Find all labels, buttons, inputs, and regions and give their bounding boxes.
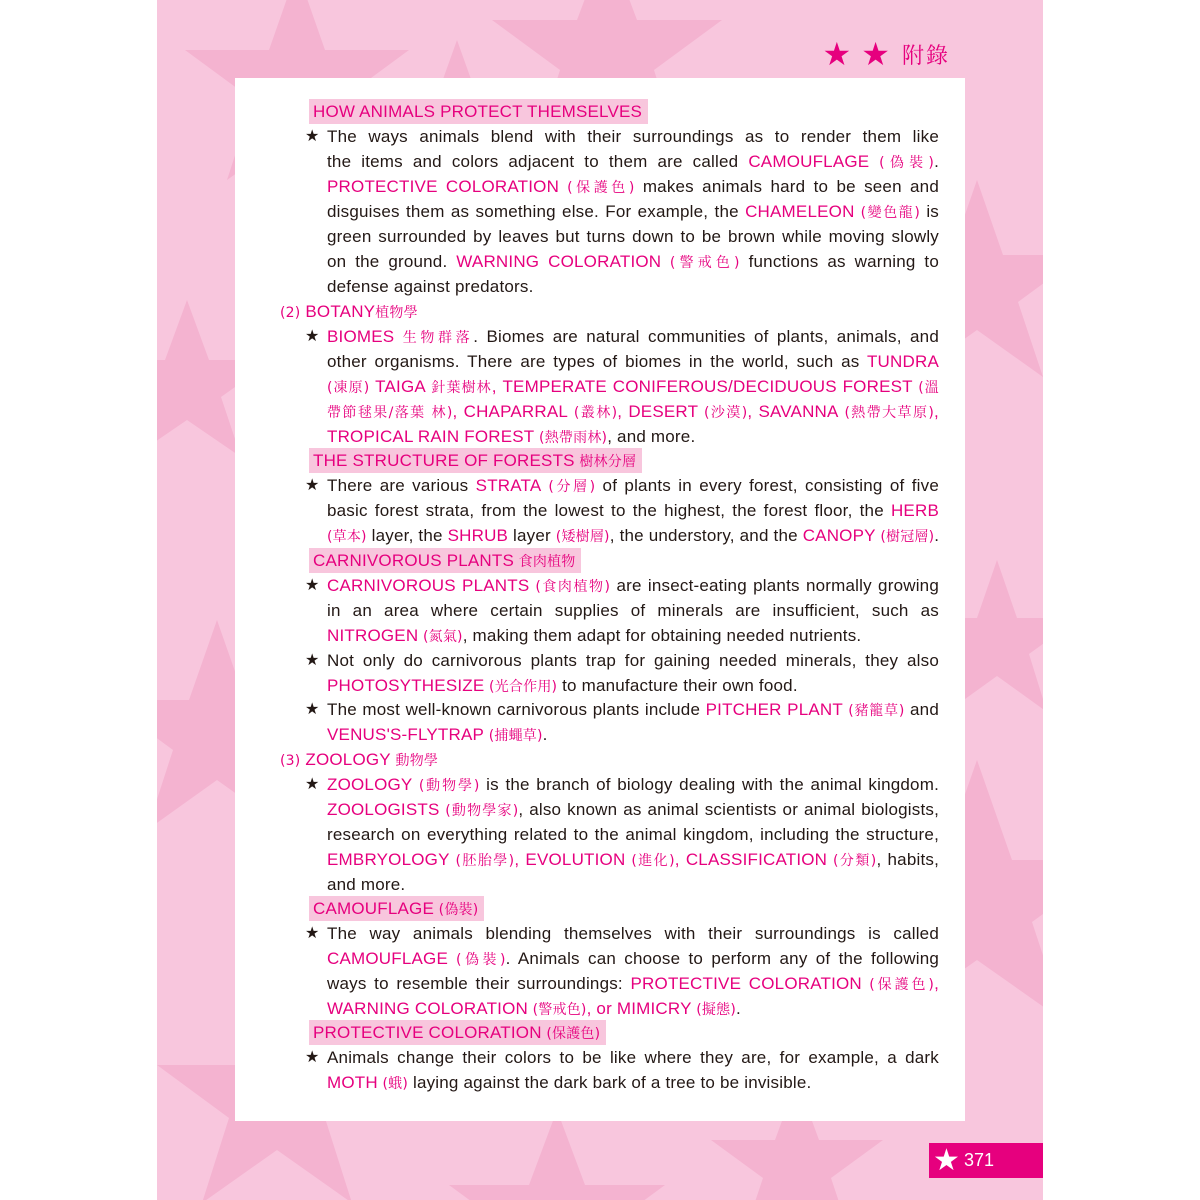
body-text-line: There are various STRATA (分層) of plants in every forest, consisting of five <box>327 476 940 495</box>
subheading-camouflage: CAMOUFLAGE (偽裝) <box>309 896 484 921</box>
body-text-line: (凍原) TAIGA 針葉樹林, TEMPERATE CONIFEROUS/DECIDUOUS FOREST (溫 <box>327 377 939 396</box>
subheading-carnivorous-plants: CARNIVOROUS PLANTS 食肉植物 <box>309 548 581 573</box>
bullet-star-icon: ★ <box>305 652 320 669</box>
bullet-star-icon: ★ <box>305 328 320 345</box>
body-text-line: CAMOUFLAGE (偽裝). Animals can choose to perform any of the following <box>327 949 940 968</box>
body-text-line: The most well-known carnivorous plants include PITCHER PLANT (豬籠草) and <box>327 700 939 719</box>
body-text-line: ZOOLOGY (動物學) is the branch of biology dealing with the animal kingdom. <box>327 775 939 794</box>
page-number-tab <box>929 1143 1043 1178</box>
body-text-line: TROPICAL RAIN FOREST (熱帶雨林), and more. <box>327 427 696 446</box>
body-text-line: on the ground. WARNING COLORATION (警戒色) functions as warning to <box>327 252 939 271</box>
bullet-star-icon: ★ <box>305 925 320 942</box>
body-text-line: research on everything related to the animal kingdom, including the structure, <box>327 825 939 844</box>
body-text-line: The ways animals blend with their surroundings as to render them like <box>327 127 939 146</box>
body-text-line: WARNING COLORATION (警戒色), or MIMICRY (擬態). <box>327 999 741 1018</box>
content-panel <box>235 78 965 1121</box>
header-stars-icon: ★ ★ <box>822 35 890 73</box>
subheading-forest-structure: THE STRUCTURE OF FORESTS 樹林分層 <box>309 448 642 473</box>
body-text-line: EMBRYOLOGY (胚胎學), EVOLUTION (進化), CLASSIFICATION (分類), habits, <box>327 850 940 869</box>
body-text-line: VENUS'S-FLYTRAP (捕蠅草). <box>327 725 548 744</box>
body-text-line: PHOTOSYTHESIZE (光合作用) to manufacture their own food. <box>327 676 798 695</box>
body-text-line: the items and colors adjacent to them are called CAMOUFLAGE (偽裝). <box>327 152 940 171</box>
body-text-line: ZOOLOGISTS (動物學家), also known as animal scientists or animal biologists, <box>327 800 939 819</box>
bullet-star-icon: ★ <box>305 128 320 145</box>
bullet-star-icon: ★ <box>305 577 320 594</box>
subheading-how-animals: HOW ANIMALS PROTECT THEMSELVES <box>309 99 648 124</box>
body-text-line: defense against predators. <box>327 277 534 296</box>
body-text-line: basic forest strata, from the lowest to the highest, the forest floor, the HERB <box>327 501 939 520</box>
bullet-star-icon: ★ <box>305 1049 320 1066</box>
body-text-line: NITROGEN (氮氣), making them adapt for obtaining needed nutrients. <box>327 626 862 645</box>
body-text-line: other organisms. There are types of biomes in the world, such as TUNDRA <box>327 352 939 371</box>
subheading-protective-coloration: PROTECTIVE COLORATION (保護色) <box>309 1020 606 1045</box>
page-number: 371 <box>964 1150 995 1170</box>
body-text-line: (草本) layer, the SHRUB layer (矮樹層), the understory, and the CANOPY (樹冠層). <box>327 526 940 545</box>
body-text-line: Animals change their colors to be like where they are, for example, a dark <box>327 1048 939 1067</box>
body-text-line: ways to resemble their surroundings: PROTECTIVE COLORATION (保護色), <box>327 974 939 993</box>
bullet-star-icon: ★ <box>305 701 320 718</box>
body-text-line: and more. <box>327 875 406 894</box>
body-text-line: PROTECTIVE COLORATION (保護色) makes animals hard to be seen and <box>327 177 939 196</box>
body-text-line: 帶節毬果/落葉 林), CHAPARRAL (叢林), DESERT (沙漠), SAVANNA (熱帶大草原), <box>327 402 939 421</box>
body-text-line: BIOMES 生物群落. Biomes are natural communities of plants, animals, and <box>327 327 939 346</box>
section-heading-zoology: (3) ZOOLOGY 動物學 <box>280 750 439 769</box>
bullet-star-icon: ★ <box>305 776 320 793</box>
bullet-star-icon: ★ <box>305 477 320 494</box>
page-star-icon: ★ <box>933 1143 960 1178</box>
body-text-line: The way animals blending themselves with their surroundings is called <box>327 924 939 943</box>
body-text-line: green surrounded by leaves but turns down to be brown while moving slowly <box>327 227 939 246</box>
body-text-line: MOTH (蛾) laying against the dark bark of a tree to be invisible. <box>327 1073 812 1092</box>
body-text-line: disguises them as something else. For example, the CHAMELEON (變色龍) is <box>327 202 939 221</box>
body-text-line: CARNIVOROUS PLANTS (食肉植物) are insect-eating plants normally growing <box>327 576 939 595</box>
section-heading-botany: (2) BOTANY植物學 <box>280 302 418 321</box>
body-text-line: Not only do carnivorous plants trap for gaining needed minerals, they also <box>327 651 939 670</box>
header-title: 附錄 <box>901 43 950 69</box>
background-star-icon <box>449 1110 665 1200</box>
body-text-line: in an area where certain supplies of minerals are insufficient, such as <box>327 601 939 620</box>
page-header <box>822 36 950 72</box>
